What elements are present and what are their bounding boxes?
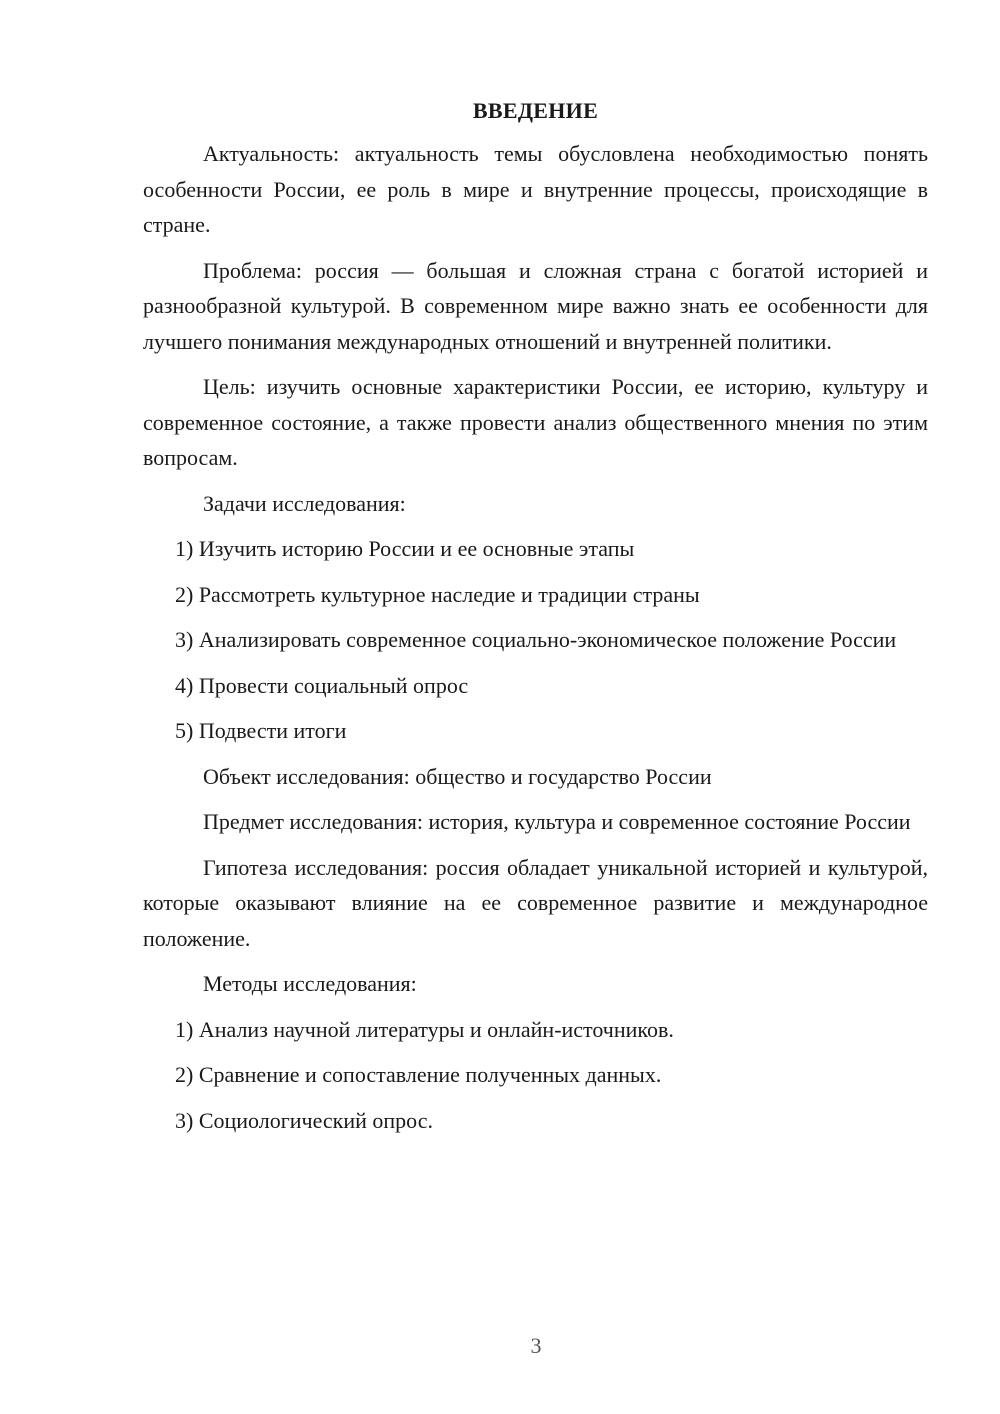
page-content: [143, 94, 928, 1148]
method-item: 1) Анализ научной литературы и онлайн-источников.: [175, 1016, 674, 1042]
relevance-paragraph: Актуальность: актуальность темы обусловлена необходимостью понять особенности России, ее роль в мире и внутренние процессы, происходящие в стране.: [143, 141, 928, 237]
task-item: 3) Анализировать современное социально-экономическое положение России: [175, 627, 897, 652]
task-item: 4) Провести социальный опрос: [175, 672, 469, 698]
problem-paragraph: Проблема: россия — большая и сложная страна с богатой историей и разнообразной культурой. В современном мире важно знать ее особенности для лучшего понимания международных отношений и внутренней политики.: [143, 257, 928, 354]
hypothesis-paragraph: Гипотеза исследования: россия обладает уникальной историей и культурой, которые оказывают влияние на ее современное развитие и международное положение.: [143, 854, 928, 951]
method-item: 2) Сравнение и сопоставление полученных данных.: [175, 1062, 662, 1087]
subject-paragraph: Предмет исследования: история, культура и современное состояние России: [203, 809, 911, 834]
goal-paragraph: Цель: изучить основные характеристики России, ее историю, культуру и современное состояние, а также провести анализ общественного мнения по этим вопросам.: [143, 374, 928, 470]
method-item: 3) Социологический опрос.: [175, 1107, 433, 1133]
object-paragraph: Объект исследования: общество и государство России: [203, 763, 712, 789]
task-item: 2) Рассмотреть культурное наследие и традиции страны: [175, 581, 700, 607]
task-item: 1) Изучить историю России и ее основные этапы: [175, 536, 635, 561]
tasks-heading: Задачи исследования:: [203, 490, 406, 516]
page-number: 3: [530, 1333, 542, 1358]
task-item: 5) Подвести итоги: [175, 718, 347, 743]
section-heading: ВВЕДЕНИЕ: [472, 98, 599, 123]
methods-heading: Методы исследования:: [203, 971, 417, 996]
